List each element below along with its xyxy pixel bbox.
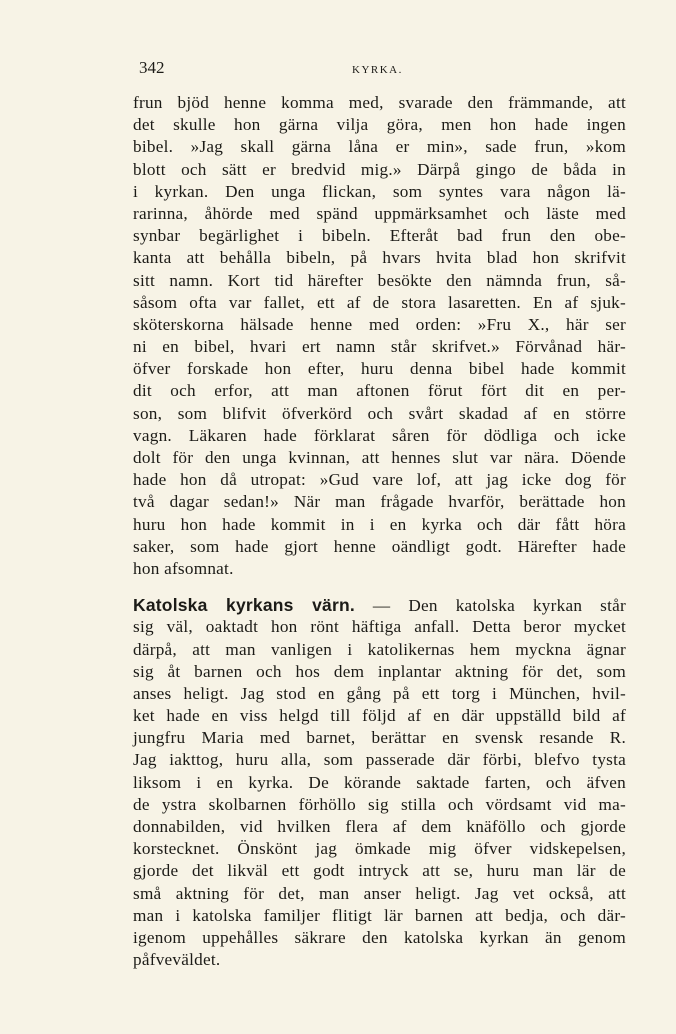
text-line: kanta att behålla bibeln, på hvars hvita blad hon skrifvit	[133, 248, 626, 268]
text-line: det skulle hon gärna vilja göra, men hon hade ingen	[133, 115, 626, 135]
text-line: öfver forskade hon efter, huru denna bibel hade kommit	[133, 359, 626, 379]
page-number: 342	[139, 58, 165, 77]
text-line: såsom ofta var fallet, ett af de stora lasaretten. En af sjuk-	[133, 292, 626, 312]
text-line: son, som blifvit öfverkörd och svårt skadad af en större	[133, 403, 626, 423]
text-line: Jag iakttog, huru alla, som passerade där förbi, blefvo tysta	[133, 750, 626, 770]
text-line: ket hade en viss helgd till följd af en där uppställd bild af	[133, 706, 626, 726]
text-line: huru hon hade kommit in i en kyrka och där fått höra	[133, 514, 626, 534]
text-line: dit och erfor, att man aftonen förut fört dit en per-	[133, 381, 626, 401]
text-line: vagn. Läkaren hade förklarat såren för dödliga och icke	[133, 425, 626, 445]
text-line: bibel. »Jag skall gärna låna er min», sade frun, »kom	[133, 137, 626, 157]
text-line: dolt för den unga kvinnan, att hennes slut var nära. Döende	[133, 448, 626, 467]
text-line: sig åt barnen och hos dem inplantar aktning för det, som	[133, 661, 626, 681]
text-line: donnabilden, vid hvilken flera af dem knäföllo och gjorde	[133, 817, 626, 836]
text-line: två dagar sedan!» När man frågade hvarför, berättade hon	[133, 492, 626, 512]
text-line: synbar begärlighet i bibeln. Efteråt bad frun den obe-	[133, 226, 626, 246]
text-line: de ystra skolbarnen förhöllo sig stilla och vördsamt vid ma-	[133, 794, 626, 814]
text-line: i kyrkan. Den unga flickan, som syntes vara någon lä-	[133, 181, 626, 201]
text-line: sitt namn. Kort tid härefter besökte den nämnda frun, så-	[133, 270, 626, 290]
text-line: korstecknet. Önskönt jag ömkade mig öfver vidskepelsen,	[133, 839, 626, 859]
text-body	[133, 92, 626, 971]
text-line: frun bjöd henne komma med, svarade den främmande, att	[133, 93, 626, 112]
text-line: gjorde det likväl ett godt intryck att se, huru man lär de	[133, 861, 626, 881]
text-line: saker, som hade gjort henne oändligt godt. Härefter hade	[133, 536, 626, 556]
page-header	[0, 56, 676, 86]
text-line: man i katolska familjer flitigt lär barnen att bedja, och där-	[133, 905, 626, 925]
text-line: sköterskorna hälsade henne med orden: »Fru X., här ser	[133, 314, 626, 334]
section-heading: Katolska kyrkans värn.	[133, 595, 355, 616]
text-line: hade hon då utropat: »Gud vare lof, att jag icke dog för	[133, 470, 626, 490]
text-line: liksom i en kyrka. De körande saktade farten, och äfven	[133, 772, 626, 792]
running-head: KYRKA.	[352, 64, 403, 76]
text-line: igenom uppehålles säkrare den katolska kyrkan än genom	[133, 927, 626, 947]
paragraph-gap	[133, 580, 626, 594]
text-line: hon afsomnat.	[133, 558, 234, 578]
text-line: därpå, att man vanligen i katolikernas hem myckna ägnar	[133, 639, 626, 659]
section-first-line-text: — Den katolska kyrkan står	[372, 596, 626, 616]
text-line: rarinna, åhörde med spänd uppmärksamhet och läste med	[133, 203, 626, 223]
section-first-line	[133, 594, 626, 616]
text-line: ni en bibel, hvari ert namn står skrifvet.» Förvånad här-	[133, 337, 626, 357]
paragraph-2	[133, 594, 626, 971]
text-line: blott och sätt er bredvid mig.» Därpå gingo de båda in	[133, 159, 626, 179]
text-line: sig väl, oaktadt hon rönt häftiga anfall. Detta beror mycket	[133, 617, 626, 637]
paragraph-1	[133, 92, 626, 580]
text-line: små aktning för det, man anser heligt. Jag vet också, att	[133, 883, 626, 903]
text-line: anses heligt. Jag stod en gång på ett torg i München, hvil-	[133, 683, 626, 703]
text-line: jungfru Maria med barnet, berättar en svensk resande R.	[133, 728, 626, 748]
text-line: påfveväldet.	[133, 950, 221, 970]
